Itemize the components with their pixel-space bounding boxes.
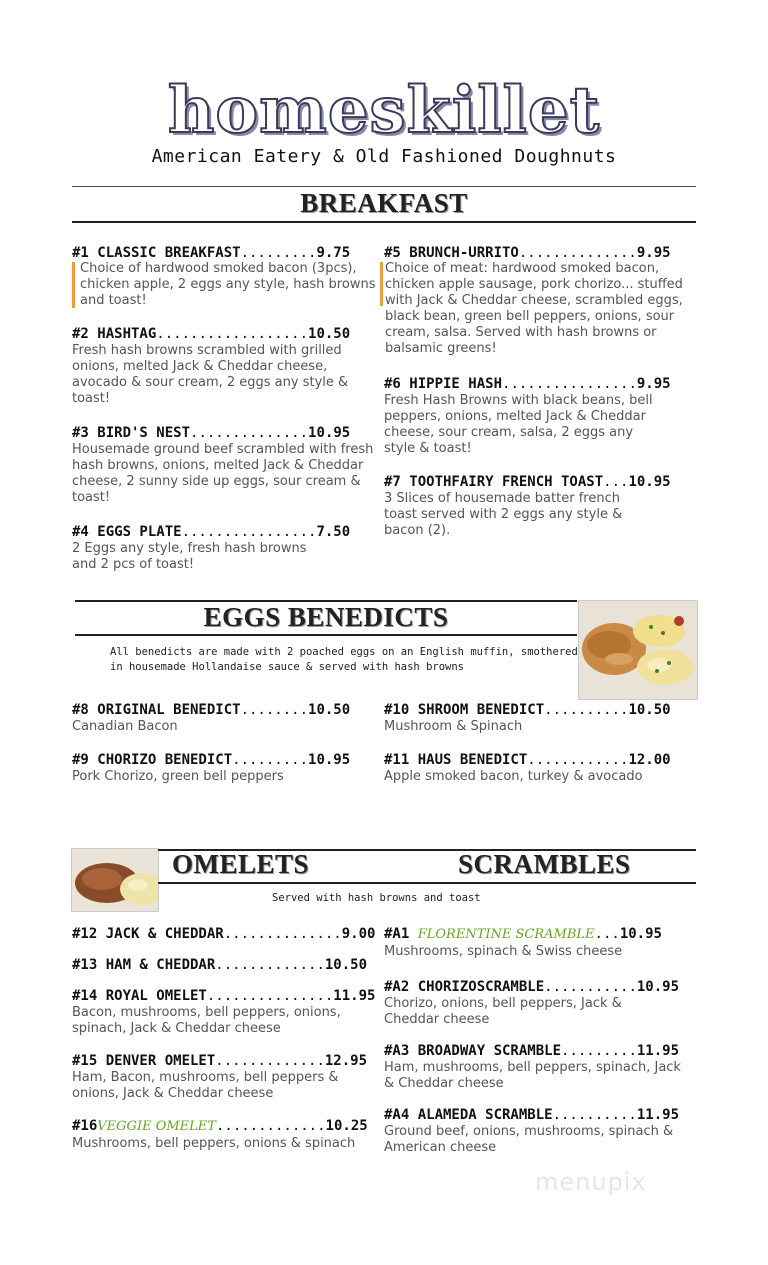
item-price: 9.00 (341, 926, 376, 942)
item-desc: Ham, mushrooms, bell peppers, spinach, Jack & Cheddar cheese (384, 1060, 681, 1091)
item-name-highlight: VEGGIE OMELET (97, 1119, 216, 1134)
item-desc: Apple smoked bacon, turkey & avocado (384, 769, 643, 784)
menu-item (72, 751, 382, 785)
item-price: 10.95 (636, 979, 680, 995)
menu-item (384, 375, 700, 457)
item-name: #A1 (384, 926, 418, 942)
food-photo-icon (72, 849, 158, 911)
menu-item (72, 1117, 382, 1152)
item-desc: Mushrooms, spinach & Swiss cheese (384, 944, 623, 959)
item-desc: Bacon, mushrooms, bell peppers, onions, spinach, Jack & Cheddar cheese (72, 1005, 341, 1036)
item-name: #9 CHORIZO BENEDICT (72, 752, 233, 768)
item-name: #7 TOOTHFAIRY FRENCH TOAST (384, 474, 604, 490)
item-name: #A4 ALAMEDA SCRAMBLE (384, 1107, 553, 1123)
item-name: #2 HASHTAG (72, 326, 157, 342)
item-dots: ............. (215, 1118, 326, 1134)
item-price: 10.95 (308, 752, 351, 768)
benedict-photo (578, 600, 698, 700)
benedicts-note: All benedicts are made with 2 poached eggs on an English muffin, smothered in housemade Hollandaise sauce & served with hash browns (110, 646, 578, 673)
item-price: 10.95 (619, 926, 662, 942)
item-price: 10.95 (628, 474, 671, 490)
item-desc: Fresh hash browns scrambled with grilled onions, melted Jack & Cheddar cheese, avocado & sour cream, 2 eggs any style & toast! (72, 343, 349, 406)
logo: homeskillet (167, 73, 601, 148)
breakfast-rule-bottom (72, 221, 696, 223)
item-desc: Mushroom & Spinach (384, 719, 523, 734)
menu-item (72, 244, 382, 262)
menu-item (72, 701, 382, 735)
menu-item (384, 1106, 700, 1156)
food-photo-icon (579, 601, 697, 699)
item-price: 10.95 (308, 425, 351, 441)
item-desc: Choice of hardwood smoked bacon (3pcs), chicken apple, 2 eggs any style, hash browns and toast! (80, 261, 376, 308)
menu-item (384, 244, 700, 262)
omelets-title: OMELETS (172, 849, 310, 879)
item-dots: .......... (552, 1107, 637, 1123)
item-name: #8 ORIGINAL BENEDICT (72, 702, 241, 718)
menu-item (72, 523, 382, 573)
item-price: 11.95 (636, 1107, 680, 1123)
item-desc: Ham, Bacon, mushrooms, bell peppers & onions, Jack & Cheddar cheese (72, 1070, 339, 1101)
item-dots: ......... (561, 1043, 637, 1059)
menu-item (72, 956, 382, 974)
item-name: #14 ROYAL OMELET (72, 988, 207, 1004)
menu-item (72, 1052, 382, 1102)
item-desc: Fresh Hash Browns with black beans, bell peppers, onions, melted Jack & Cheddar cheese, sour cream, salsa, 2 eggs any style & toast! (384, 393, 653, 456)
item-price: 11.95 (333, 988, 376, 1004)
item-dots: ... (603, 474, 629, 490)
item-name: #13 HAM & CHEDDAR (72, 957, 216, 973)
item-desc: Choice of meat: hardwood smoked bacon, chicken apple sausage, pork chorizo... stuffed with Jack & Cheddar cheese, scrambled eggs, black bean, green bell peppers, onions, sour cream, salsa. Served with hash browns or balsamic greens! (385, 261, 683, 356)
item-name: #10 SHROOM BENEDICT (384, 702, 545, 718)
item-desc: 3 Slices of housemade batter french toast served with 2 eggs any style & bacon (2). (384, 491, 623, 538)
breakfast-title: BREAKFAST (300, 188, 468, 218)
menu-item (72, 424, 382, 506)
item-name: #3 BIRD'S NEST (72, 425, 191, 441)
omelet-photo (71, 848, 159, 912)
menu-item (384, 473, 700, 539)
item-desc: Chorizo, onions, bell peppers, Jack & Cheddar cheese (384, 996, 622, 1027)
scrambles-title: SCRAMBLES (458, 849, 631, 879)
watermark: menupix (535, 1168, 647, 1196)
item-dots: .................. (156, 326, 309, 342)
item-price: 9.95 (636, 245, 671, 261)
menu-item (72, 325, 382, 407)
item-price: 9.95 (636, 376, 671, 392)
tagline: American Eatery & Old Fashioned Doughnuts (151, 146, 617, 167)
item-desc: Housemade ground beef scrambled with fresh hash browns, onions, melted Jack & Cheddar cheese, 2 sunny side up eggs, sour cream & toast! (72, 442, 374, 505)
item-dots: .............. (223, 926, 342, 942)
item-name: #A2 CHORIZOSCRAMBLE (384, 979, 545, 995)
item-dots: .............. (518, 245, 637, 261)
item-price: 10.50 (308, 326, 351, 342)
item-desc: Ground beef, onions, mushrooms, spinach & American cheese (384, 1124, 674, 1155)
item-dots: ............ (527, 752, 629, 768)
item-desc: Pork Chorizo, green bell peppers (72, 769, 284, 784)
item-name: #15 DENVER OMELET (72, 1053, 216, 1069)
item-price: 9.75 (316, 245, 351, 261)
item-desc: Canadian Bacon (72, 719, 178, 734)
item-name: #A3 BROADWAY SCRAMBLE (384, 1043, 562, 1059)
item-dots: ........ (240, 702, 309, 718)
item-name: #16 (72, 1118, 98, 1134)
item-name: #6 HIPPIE HASH (384, 376, 503, 392)
menu-item (384, 1042, 700, 1092)
item-name: #1 CLASSIC BREAKFAST (72, 245, 241, 261)
item-dots: ......... (232, 752, 309, 768)
item-name-highlight: FLORENTINE SCRAMBLE (417, 927, 595, 942)
item-name: #11 HAUS BENEDICT (384, 752, 528, 768)
benedicts-title: EGGS BENEDICTS (203, 602, 449, 632)
accent-bar (380, 262, 383, 306)
menu-item (72, 925, 382, 943)
item-desc: Mushrooms, bell peppers, onions & spinach (72, 1136, 356, 1151)
menu-item (72, 987, 382, 1037)
item-dots: ................ (502, 376, 637, 392)
item-price: 11.95 (636, 1043, 680, 1059)
item-dots: ............. (215, 1053, 325, 1069)
omelets-rule-bottom (158, 882, 696, 884)
item-name: #12 JACK & CHEDDAR (72, 926, 224, 942)
item-name: #5 BRUNCH-URRITO (384, 245, 519, 261)
item-desc: 2 Eggs any style, fresh hash browns and 2 pcs of toast! (72, 541, 307, 572)
item-name: #4 EGGS PLATE (72, 524, 182, 540)
menu-item (384, 925, 700, 960)
item-dots: ............. (215, 957, 325, 973)
item-dots: ........... (544, 979, 637, 995)
benedicts-rule-bottom (75, 634, 577, 636)
item-price: 12.95 (324, 1053, 368, 1069)
menu-item (384, 978, 700, 1028)
item-price: 10.50 (308, 702, 351, 718)
item-price: 12.00 (628, 752, 671, 768)
item-price: 7.50 (316, 524, 351, 540)
item-dots: ... (594, 926, 620, 942)
item-price: 10.50 (324, 957, 368, 973)
item-dots: .............. (190, 425, 309, 441)
menu-item (384, 751, 700, 785)
item-dots: .......... (544, 702, 629, 718)
item-dots: ......... (240, 245, 317, 261)
menu-item (384, 701, 700, 735)
item-price: 10.50 (628, 702, 671, 718)
item-dots: ............... (206, 988, 334, 1004)
item-dots: ................ (181, 524, 317, 540)
accent-bar (72, 262, 75, 308)
item-price: 10.25 (325, 1118, 368, 1134)
omelets-note: Served with hash browns and toast (272, 892, 481, 904)
